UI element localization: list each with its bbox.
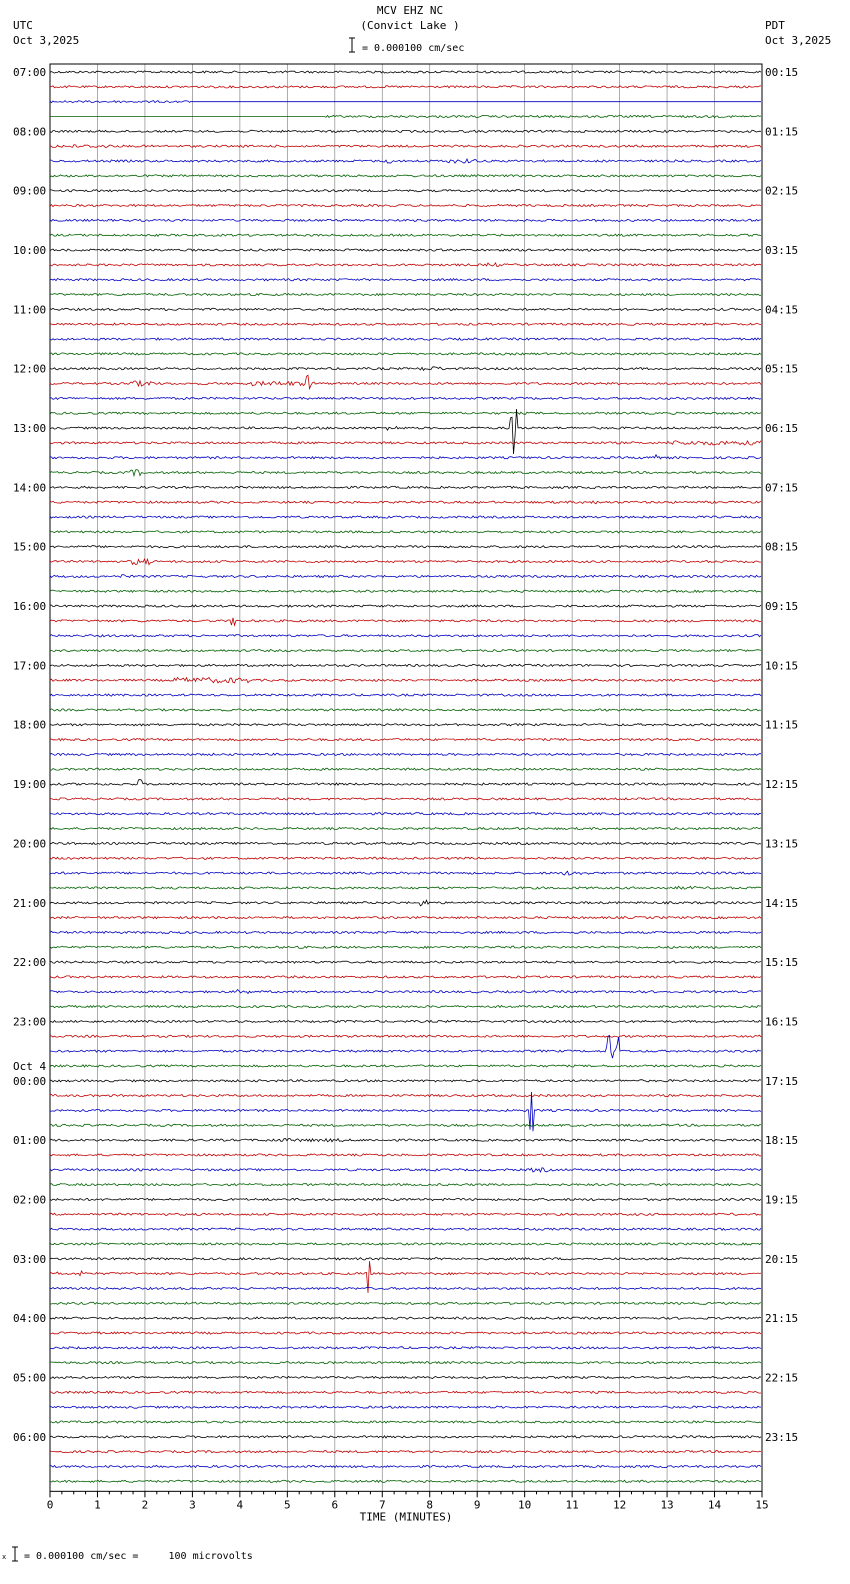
utc-hour-label: 13:00: [13, 422, 47, 436]
utc-hour-label: 23:00: [13, 1015, 47, 1029]
utc-hour-label: 20:00: [13, 837, 47, 851]
utc-hour-label: 12:00: [13, 362, 47, 376]
pdt-hour-label: 02:15: [765, 184, 799, 198]
seismic-trace: [50, 455, 761, 459]
pdt-hour-label: 21:15: [765, 1312, 799, 1326]
seismic-trace: [50, 1154, 761, 1156]
seismic-trace: [50, 1406, 761, 1408]
utc-hour-label: 10:00: [13, 244, 47, 258]
pdt-hour-label: 05:15: [765, 362, 799, 376]
seismic-trace: [50, 618, 761, 626]
seismic-trace: [50, 664, 761, 666]
seismic-trace: [50, 559, 761, 565]
seismic-trace: [50, 412, 761, 414]
scale-label: = 0.000100 cm/sec: [362, 43, 465, 54]
utc-hour-label: 00:00: [13, 1074, 47, 1088]
x-tick-label: 4: [236, 1498, 244, 1512]
seismic-trace: [50, 886, 761, 889]
seismic-trace: [50, 190, 761, 192]
utc-hour-label: 17:00: [13, 659, 47, 673]
seismic-trace: [50, 709, 761, 711]
seismic-trace: [50, 501, 761, 504]
seismic-trace: [50, 308, 761, 310]
seismic-trace: [50, 828, 761, 830]
utc-hour-label: 22:00: [13, 956, 47, 970]
seismic-trace: [50, 130, 761, 132]
utc-hour-label: 09:00: [13, 184, 47, 198]
seismic-trace: [50, 1095, 761, 1097]
x-tick-label: 7: [378, 1498, 386, 1512]
utc-hour-label: 14:00: [13, 481, 47, 495]
x-tick-label: 5: [284, 1498, 291, 1512]
utc-hour-label: 03:00: [13, 1252, 47, 1266]
seismic-trace: [50, 946, 761, 948]
seismic-trace: [50, 234, 761, 236]
seismic-trace: [50, 1035, 761, 1037]
x-tick-label: 0: [46, 1498, 54, 1512]
station-title: MCV EHZ NC: [376, 4, 444, 17]
seismic-trace: [50, 1198, 761, 1200]
pdt-hour-label: 00:15: [765, 66, 799, 79]
seismic-trace: [50, 145, 761, 148]
seismic-trace: [50, 724, 761, 726]
x-axis-label: TIME (MINUTES): [359, 1510, 453, 1524]
x-tick-label: 1: [94, 1498, 101, 1512]
seismic-trace: [50, 338, 761, 340]
seismic-trace: [50, 1124, 761, 1126]
x-tick-label: 10: [518, 1498, 532, 1512]
utc-hour-label: 04:00: [13, 1312, 47, 1326]
seismic-trace: [50, 1287, 761, 1289]
seismic-trace: [50, 1436, 761, 1438]
seismic-trace: [50, 159, 761, 163]
seismic-trace: [50, 590, 761, 592]
seismic-trace: [50, 175, 761, 177]
seismic-trace: [50, 115, 761, 117]
seismic-trace: [50, 1362, 761, 1364]
x-tick-label: 9: [473, 1498, 481, 1512]
seismic-trace: [50, 86, 761, 88]
plot-frame: [50, 64, 762, 1491]
x-tick-label: 12: [612, 1498, 627, 1512]
pdt-hour-label: 13:15: [765, 837, 799, 851]
seismic-trace: [50, 1184, 761, 1186]
seismic-trace: [50, 293, 761, 295]
utc-hour-label: 06:00: [13, 1430, 47, 1444]
pdt-hour-label: 08:15: [765, 540, 799, 554]
seismic-trace: [50, 1302, 761, 1304]
seismic-trace: [50, 219, 761, 221]
seismic-trace: [50, 1421, 761, 1423]
seismic-trace: [50, 694, 761, 696]
seismic-trace: [50, 375, 761, 389]
x-tick-label: 6: [331, 1498, 339, 1512]
footer-scale-note: = 0.000100 cm/sec = 100 microvolts: [24, 1551, 253, 1562]
seismic-trace: [50, 441, 761, 445]
seismic-trace: [50, 516, 761, 518]
seismic-trace: [50, 1451, 761, 1453]
seismic-trace: [50, 1258, 761, 1260]
svg-text:x: x: [2, 1553, 7, 1561]
x-tick-label: 3: [189, 1498, 196, 1512]
pdt-hour-label: 20:15: [765, 1252, 799, 1266]
seismic-trace: [50, 1347, 761, 1349]
seismic-trace: [50, 1139, 761, 1142]
seismic-trace: [50, 397, 761, 399]
pdt-hour-label: 18:15: [765, 1134, 799, 1148]
seismic-trace: [50, 1376, 761, 1378]
seismic-trace: [50, 101, 761, 103]
pdt-hour-label: 22:15: [765, 1371, 799, 1385]
footer-scale-icon: [2, 1546, 20, 1565]
seismic-trace: [50, 1036, 761, 1059]
seismic-trace: [50, 486, 761, 488]
seismic-trace: [50, 71, 761, 73]
seismic-trace: [50, 678, 761, 683]
utc-hour-label: 02:00: [13, 1193, 47, 1207]
pdt-hour-label: 10:15: [765, 659, 799, 673]
utc-hour-label: 15:00: [13, 540, 47, 554]
seismic-trace: [50, 470, 761, 476]
utc-hour-label: 19:00: [13, 778, 47, 792]
utc-hour-label: 16:00: [13, 600, 47, 614]
seismic-trace: [50, 204, 761, 206]
seismic-trace: [50, 531, 761, 533]
seismic-trace: [50, 605, 761, 607]
seismic-trace: [50, 1391, 761, 1393]
utc-hour-label: 08:00: [13, 125, 47, 139]
seismic-trace: [50, 263, 761, 267]
pdt-hour-label: 03:15: [765, 244, 799, 258]
utc-hour-label: 05:00: [13, 1371, 47, 1385]
left-timezone: UTC: [13, 19, 33, 32]
x-tick-label: 13: [660, 1498, 674, 1512]
seismic-trace: [50, 900, 761, 906]
seismic-trace: [50, 279, 761, 281]
seismic-trace: [50, 1006, 761, 1008]
x-tick-label: 2: [141, 1498, 149, 1512]
seismic-trace: [50, 842, 761, 844]
x-tick-label: 8: [426, 1498, 434, 1512]
utc-hour-label: 11:00: [13, 303, 47, 317]
x-tick-label: 11: [565, 1498, 579, 1512]
seismic-trace: [50, 813, 761, 815]
seismic-trace: [50, 780, 761, 786]
pdt-hour-label: 11:15: [765, 718, 799, 732]
seismic-trace: [50, 990, 761, 994]
pdt-hour-label: 15:15: [765, 956, 799, 970]
seismic-trace: [50, 1480, 761, 1482]
utc-hour-label: 01:00: [13, 1134, 47, 1148]
right-date: Oct 3,2025: [765, 34, 832, 47]
seismic-trace: [50, 1332, 761, 1334]
utc-hour-label: 18:00: [13, 718, 47, 732]
seismic-trace: [50, 1065, 761, 1067]
seismic-trace: [50, 1020, 761, 1022]
seismic-trace: [50, 323, 761, 325]
seismic-trace: [50, 753, 761, 755]
seismic-trace: [50, 1080, 761, 1082]
seismic-trace: [50, 1213, 761, 1215]
pdt-hour-label: 07:15: [765, 481, 799, 495]
seismic-trace: [50, 917, 761, 919]
seismic-trace: [50, 768, 761, 770]
seismic-trace: [50, 976, 761, 978]
x-tick-label: 14: [707, 1498, 722, 1512]
seismic-trace: [50, 575, 761, 578]
seismic-trace: [50, 739, 761, 741]
seismic-trace: [50, 961, 761, 963]
pdt-hour-label: 12:15: [765, 778, 799, 792]
x-tick-label: 15: [755, 1498, 769, 1512]
seismic-trace: [50, 1228, 761, 1230]
pdt-hour-label: 06:15: [765, 422, 799, 436]
seismic-trace: [50, 1465, 761, 1467]
seismic-trace: [50, 546, 761, 548]
seismic-trace: [50, 249, 761, 251]
seismic-trace: [50, 367, 761, 371]
right-timezone: PDT: [765, 19, 785, 32]
seismic-trace: [50, 857, 761, 859]
utc-hour-label: 07:00: [13, 66, 47, 79]
pdt-hour-label: 04:15: [765, 303, 799, 317]
seismic-trace: [50, 1168, 761, 1172]
date-change-label: Oct 4: [13, 1059, 47, 1073]
seismic-trace: [50, 635, 761, 637]
pdt-hour-label: 14:15: [765, 896, 799, 910]
left-date: Oct 3,2025: [13, 34, 80, 47]
station-location: (Convict Lake ): [360, 19, 460, 32]
seismic-trace: [50, 650, 761, 652]
seismic-trace: [50, 931, 761, 933]
seismic-trace: [50, 871, 761, 875]
seismic-trace: [50, 1092, 761, 1131]
seismic-trace: [50, 353, 761, 355]
pdt-hour-label: 09:15: [765, 600, 799, 614]
utc-hour-label: 21:00: [13, 896, 47, 910]
seismic-trace: [50, 1243, 761, 1245]
pdt-hour-label: 23:15: [765, 1430, 799, 1444]
pdt-hour-label: 16:15: [765, 1015, 799, 1029]
seismic-trace: [50, 409, 761, 454]
pdt-hour-label: 01:15: [765, 125, 799, 139]
pdt-hour-label: 17:15: [765, 1074, 799, 1088]
seismic-trace: [50, 798, 761, 800]
seismic-trace: [50, 1317, 761, 1319]
pdt-hour-label: 19:15: [765, 1193, 799, 1207]
